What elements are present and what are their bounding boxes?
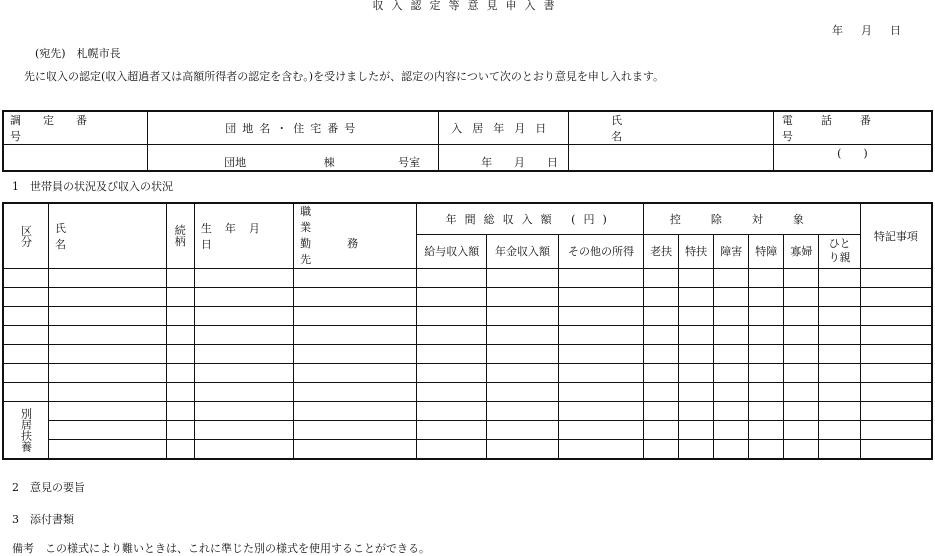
- table-cell[interactable]: [558, 421, 643, 440]
- table-cell[interactable]: [749, 288, 784, 307]
- header-phone: [773, 111, 932, 145]
- table-cell[interactable]: [860, 364, 932, 383]
- table-cell[interactable]: [417, 326, 487, 345]
- header-nyukyo: [439, 111, 569, 145]
- table-cell[interactable]: [3, 288, 49, 307]
- household-row: [3, 288, 932, 307]
- table-cell[interactable]: [819, 307, 860, 326]
- table-cell[interactable]: [558, 364, 643, 383]
- table-cell[interactable]: [714, 364, 749, 383]
- income-col-other-text: その他の所得: [567, 245, 634, 259]
- table-cell[interactable]: [487, 383, 559, 402]
- table-cell[interactable]: [860, 307, 932, 326]
- table-cell[interactable]: [294, 307, 417, 326]
- kubun-header: [3, 203, 49, 269]
- header-danchi-text: 団地名・住宅番号: [225, 122, 362, 135]
- table-cell[interactable]: [558, 269, 643, 288]
- table-cell[interactable]: [3, 269, 49, 288]
- table-cell[interactable]: [558, 402, 643, 421]
- table-cell[interactable]: [294, 364, 417, 383]
- income-col-other: [558, 234, 643, 268]
- table-cell[interactable]: [819, 421, 860, 440]
- table-cell[interactable]: [644, 288, 679, 307]
- deduction-col-tokusho-text: 特障: [755, 245, 778, 259]
- table-cell[interactable]: [294, 440, 417, 460]
- table-cell[interactable]: [487, 345, 559, 364]
- table-cell[interactable]: [749, 345, 784, 364]
- table-cell[interactable]: [3, 307, 49, 326]
- table-cell[interactable]: [860, 269, 932, 288]
- table-cell[interactable]: [166, 326, 194, 345]
- table-cell[interactable]: [749, 383, 784, 402]
- table-cell[interactable]: [294, 402, 417, 421]
- table-cell[interactable]: [679, 440, 714, 460]
- table-cell[interactable]: [194, 383, 293, 402]
- deduction-col-hitorioya: [819, 234, 860, 268]
- table-cell[interactable]: [784, 345, 819, 364]
- table-cell[interactable]: [749, 440, 784, 460]
- table-cell[interactable]: [819, 440, 860, 460]
- table-cell[interactable]: [819, 402, 860, 421]
- table-cell[interactable]: [784, 307, 819, 326]
- betsukyo-row: [3, 402, 932, 421]
- header-phone-text: 電話番号: [781, 114, 899, 143]
- table-cell[interactable]: [749, 402, 784, 421]
- special-header: [860, 203, 932, 269]
- table-cell[interactable]: [487, 326, 559, 345]
- danchi-cell[interactable]: [148, 145, 439, 171]
- betsukyo-row: [3, 421, 932, 440]
- deduction-col-shogai-text: 障害: [720, 245, 743, 259]
- table-cell[interactable]: [749, 364, 784, 383]
- table-cell[interactable]: [49, 440, 167, 460]
- income-col-kyuyo-text: 給与収入額: [424, 245, 480, 259]
- table-cell[interactable]: [417, 383, 487, 402]
- deduction-col-rofu: [644, 234, 679, 268]
- table-cell[interactable]: [417, 364, 487, 383]
- table-cell[interactable]: [819, 288, 860, 307]
- table-cell[interactable]: [417, 345, 487, 364]
- danchi-label: 団地: [224, 155, 247, 169]
- income-col-nenkin-text: 年金収入額: [495, 245, 550, 259]
- table-cell[interactable]: [294, 345, 417, 364]
- section-3-heading: 3 添付書類: [12, 513, 74, 526]
- table-cell[interactable]: [714, 345, 749, 364]
- table-cell[interactable]: [749, 269, 784, 288]
- header-chotei-bango: [3, 111, 148, 145]
- table-cell[interactable]: [166, 383, 194, 402]
- table-cell[interactable]: [49, 307, 167, 326]
- table-cell[interactable]: [166, 421, 194, 440]
- table-cell[interactable]: [3, 364, 49, 383]
- table-cell[interactable]: [644, 364, 679, 383]
- phone-cell[interactable]: [773, 145, 932, 171]
- table-cell[interactable]: [784, 326, 819, 345]
- goshitsu-label: 号室: [398, 155, 421, 169]
- table-cell[interactable]: [644, 440, 679, 460]
- table-cell[interactable]: [194, 345, 293, 364]
- table-cell[interactable]: [679, 402, 714, 421]
- deduction-col-tokufu-text: 特扶: [685, 245, 708, 259]
- table-cell[interactable]: [860, 345, 932, 364]
- table-cell[interactable]: [294, 421, 417, 440]
- table-cell[interactable]: [784, 288, 819, 307]
- table-cell[interactable]: [819, 345, 860, 364]
- shimei-header: [49, 203, 167, 269]
- table-cell[interactable]: [166, 288, 194, 307]
- job-header: [294, 203, 417, 269]
- table-cell[interactable]: [860, 421, 932, 440]
- table-cell[interactable]: [558, 307, 643, 326]
- deduction-group-header: [644, 203, 861, 234]
- header-shimei-text: 氏名: [611, 114, 723, 143]
- table-cell[interactable]: [166, 269, 194, 288]
- shimei-header-text: 氏名: [55, 222, 154, 251]
- income-col-kyuyo: [417, 234, 487, 268]
- footnote: 備考 この様式により難いときは、これに準じた別の様式を使用することができる。: [12, 542, 430, 555]
- table-cell[interactable]: [819, 326, 860, 345]
- to-label: 棟: [323, 155, 335, 169]
- deduction-col-rofu-text: 老扶: [650, 245, 673, 259]
- table-cell[interactable]: [558, 440, 643, 460]
- table-cell[interactable]: [49, 345, 167, 364]
- table-cell[interactable]: [644, 345, 679, 364]
- table-cell[interactable]: [194, 421, 293, 440]
- form-title: 収入認定等意見申入書: [372, 0, 563, 12]
- table-cell[interactable]: [487, 421, 559, 440]
- intro-text: 先に収入の認定(収入超過者又は高額所得者の認定を含む。)を受けましたが、認定の内容について次のとおり意見を申し入れます。: [24, 70, 664, 83]
- household-row: [3, 383, 932, 402]
- table-cell[interactable]: [166, 402, 194, 421]
- table-cell[interactable]: [417, 440, 487, 460]
- table-cell[interactable]: [194, 402, 293, 421]
- nyukyo-date-label: 年 月 日: [481, 155, 559, 169]
- nyukyo-cell[interactable]: [439, 145, 569, 171]
- table-cell[interactable]: [487, 364, 559, 383]
- table-cell[interactable]: [749, 421, 784, 440]
- table-cell[interactable]: [3, 326, 49, 345]
- table-cell[interactable]: [49, 402, 167, 421]
- chotei-bango-cell[interactable]: [3, 145, 148, 171]
- table-cell[interactable]: [679, 269, 714, 288]
- deduction-col-kafu-text: 寡婦: [790, 245, 813, 259]
- table-cell[interactable]: [644, 326, 679, 345]
- table-cell[interactable]: [194, 326, 293, 345]
- addressee: (宛先) 札幌市長: [35, 47, 121, 60]
- table-cell[interactable]: [644, 383, 679, 402]
- table-cell[interactable]: [487, 440, 559, 460]
- table-cell[interactable]: [784, 364, 819, 383]
- shimei-cell[interactable]: [569, 145, 774, 171]
- income-col-nenkin: [487, 234, 559, 268]
- deduction-col-kafu: [784, 234, 819, 268]
- table-cell[interactable]: [644, 269, 679, 288]
- table-cell[interactable]: [860, 288, 932, 307]
- table-cell[interactable]: [417, 307, 487, 326]
- deduction-group-text: 控除対象: [669, 212, 834, 226]
- table-cell[interactable]: [784, 383, 819, 402]
- household-row: [3, 307, 932, 326]
- table-cell[interactable]: [49, 288, 167, 307]
- table-cell[interactable]: [558, 288, 643, 307]
- deduction-col-tokusho: [749, 234, 784, 268]
- zokugara-header: [166, 203, 194, 269]
- table-cell[interactable]: [679, 364, 714, 383]
- table-cell[interactable]: [784, 421, 819, 440]
- table-cell[interactable]: [679, 288, 714, 307]
- table-cell[interactable]: [714, 288, 749, 307]
- table-cell[interactable]: [294, 288, 417, 307]
- table-cell[interactable]: [714, 402, 749, 421]
- table-cell[interactable]: [166, 364, 194, 383]
- income-group-header: [417, 203, 644, 234]
- table-cell[interactable]: [3, 383, 49, 402]
- date-label: 年月日: [832, 24, 919, 37]
- table-cell[interactable]: [714, 440, 749, 460]
- table-cell[interactable]: [749, 307, 784, 326]
- table-cell[interactable]: [860, 440, 932, 460]
- header-shimei: [569, 111, 774, 145]
- table-cell[interactable]: [166, 307, 194, 326]
- table-cell[interactable]: [49, 421, 167, 440]
- table-cell[interactable]: [49, 383, 167, 402]
- household-row: [3, 269, 932, 288]
- section-2-heading: 2 意見の要旨: [12, 481, 85, 494]
- table-cell[interactable]: [194, 440, 293, 460]
- household-income-table: [2, 202, 933, 460]
- table-cell[interactable]: [644, 421, 679, 440]
- table-cell[interactable]: [644, 307, 679, 326]
- household-row: [3, 364, 932, 383]
- header-nyukyo-text: 入居年月日: [451, 122, 557, 135]
- header-chotei-bango-text: 調定番号: [10, 114, 109, 143]
- header-danchi: [148, 111, 439, 145]
- table-cell[interactable]: [558, 326, 643, 345]
- table-cell[interactable]: [487, 307, 559, 326]
- table-cell[interactable]: [558, 383, 643, 402]
- table-cell[interactable]: [194, 269, 293, 288]
- table-cell[interactable]: [294, 383, 417, 402]
- table-cell[interactable]: [487, 269, 559, 288]
- special-header-text: 特記事項: [873, 230, 918, 243]
- table-cell[interactable]: [644, 402, 679, 421]
- income-group-text: 年間総収入額 (円): [445, 212, 615, 226]
- table-cell[interactable]: [487, 288, 559, 307]
- table-cell[interactable]: [714, 383, 749, 402]
- table-cell[interactable]: [49, 269, 167, 288]
- table-cell[interactable]: [679, 345, 714, 364]
- table-cell[interactable]: [819, 269, 860, 288]
- table-cell[interactable]: [417, 421, 487, 440]
- table-cell[interactable]: [49, 364, 167, 383]
- table-cell[interactable]: [679, 307, 714, 326]
- phone-paren: ( ): [837, 147, 868, 160]
- table-cell[interactable]: [714, 326, 749, 345]
- household-row: [3, 326, 932, 345]
- table-cell[interactable]: [487, 402, 559, 421]
- table-cell[interactable]: [679, 421, 714, 440]
- table-cell[interactable]: [166, 345, 194, 364]
- kubun-header-text: 区分: [19, 225, 33, 247]
- table-cell[interactable]: [784, 440, 819, 460]
- section-1-heading: 1 世帯員の状況及び収入の状況: [12, 180, 173, 193]
- table-cell[interactable]: [417, 288, 487, 307]
- job-header-2: 勤務先: [300, 237, 395, 266]
- birth-header-text: 生年月日: [200, 222, 273, 251]
- table-cell[interactable]: [417, 402, 487, 421]
- table-cell[interactable]: [3, 345, 49, 364]
- deduction-col-hitorioya-text: ひとり親: [828, 237, 851, 265]
- table-cell[interactable]: [860, 383, 932, 402]
- birth-header: [194, 203, 293, 269]
- table-cell[interactable]: [714, 307, 749, 326]
- deduction-col-tokufu: [679, 234, 714, 268]
- betsukyo-label: 別居扶養: [19, 408, 33, 452]
- table-cell[interactable]: [819, 364, 860, 383]
- housing-info-table: [2, 110, 933, 172]
- table-cell[interactable]: [194, 364, 293, 383]
- deduction-col-shogai: [714, 234, 749, 268]
- job-header-1: 職業: [300, 205, 392, 234]
- table-cell[interactable]: [294, 326, 417, 345]
- table-cell[interactable]: [714, 269, 749, 288]
- table-cell[interactable]: [860, 402, 932, 421]
- table-cell[interactable]: [558, 345, 643, 364]
- table-cell[interactable]: [860, 326, 932, 345]
- table-cell[interactable]: [166, 440, 194, 460]
- betsukyo-label-cell: [3, 402, 49, 460]
- betsukyo-row: [3, 440, 932, 460]
- table-cell[interactable]: [679, 383, 714, 402]
- table-cell[interactable]: [784, 269, 819, 288]
- household-row: [3, 345, 932, 364]
- zokugara-header-text: 続柄: [174, 224, 186, 248]
- table-cell[interactable]: [417, 269, 487, 288]
- table-cell[interactable]: [294, 269, 417, 288]
- table-cell[interactable]: [819, 383, 860, 402]
- table-cell[interactable]: [679, 326, 714, 345]
- table-cell[interactable]: [49, 326, 167, 345]
- table-cell[interactable]: [749, 326, 784, 345]
- table-cell[interactable]: [714, 421, 749, 440]
- table-cell[interactable]: [784, 402, 819, 421]
- table-cell[interactable]: [194, 288, 293, 307]
- table-cell[interactable]: [194, 307, 293, 326]
